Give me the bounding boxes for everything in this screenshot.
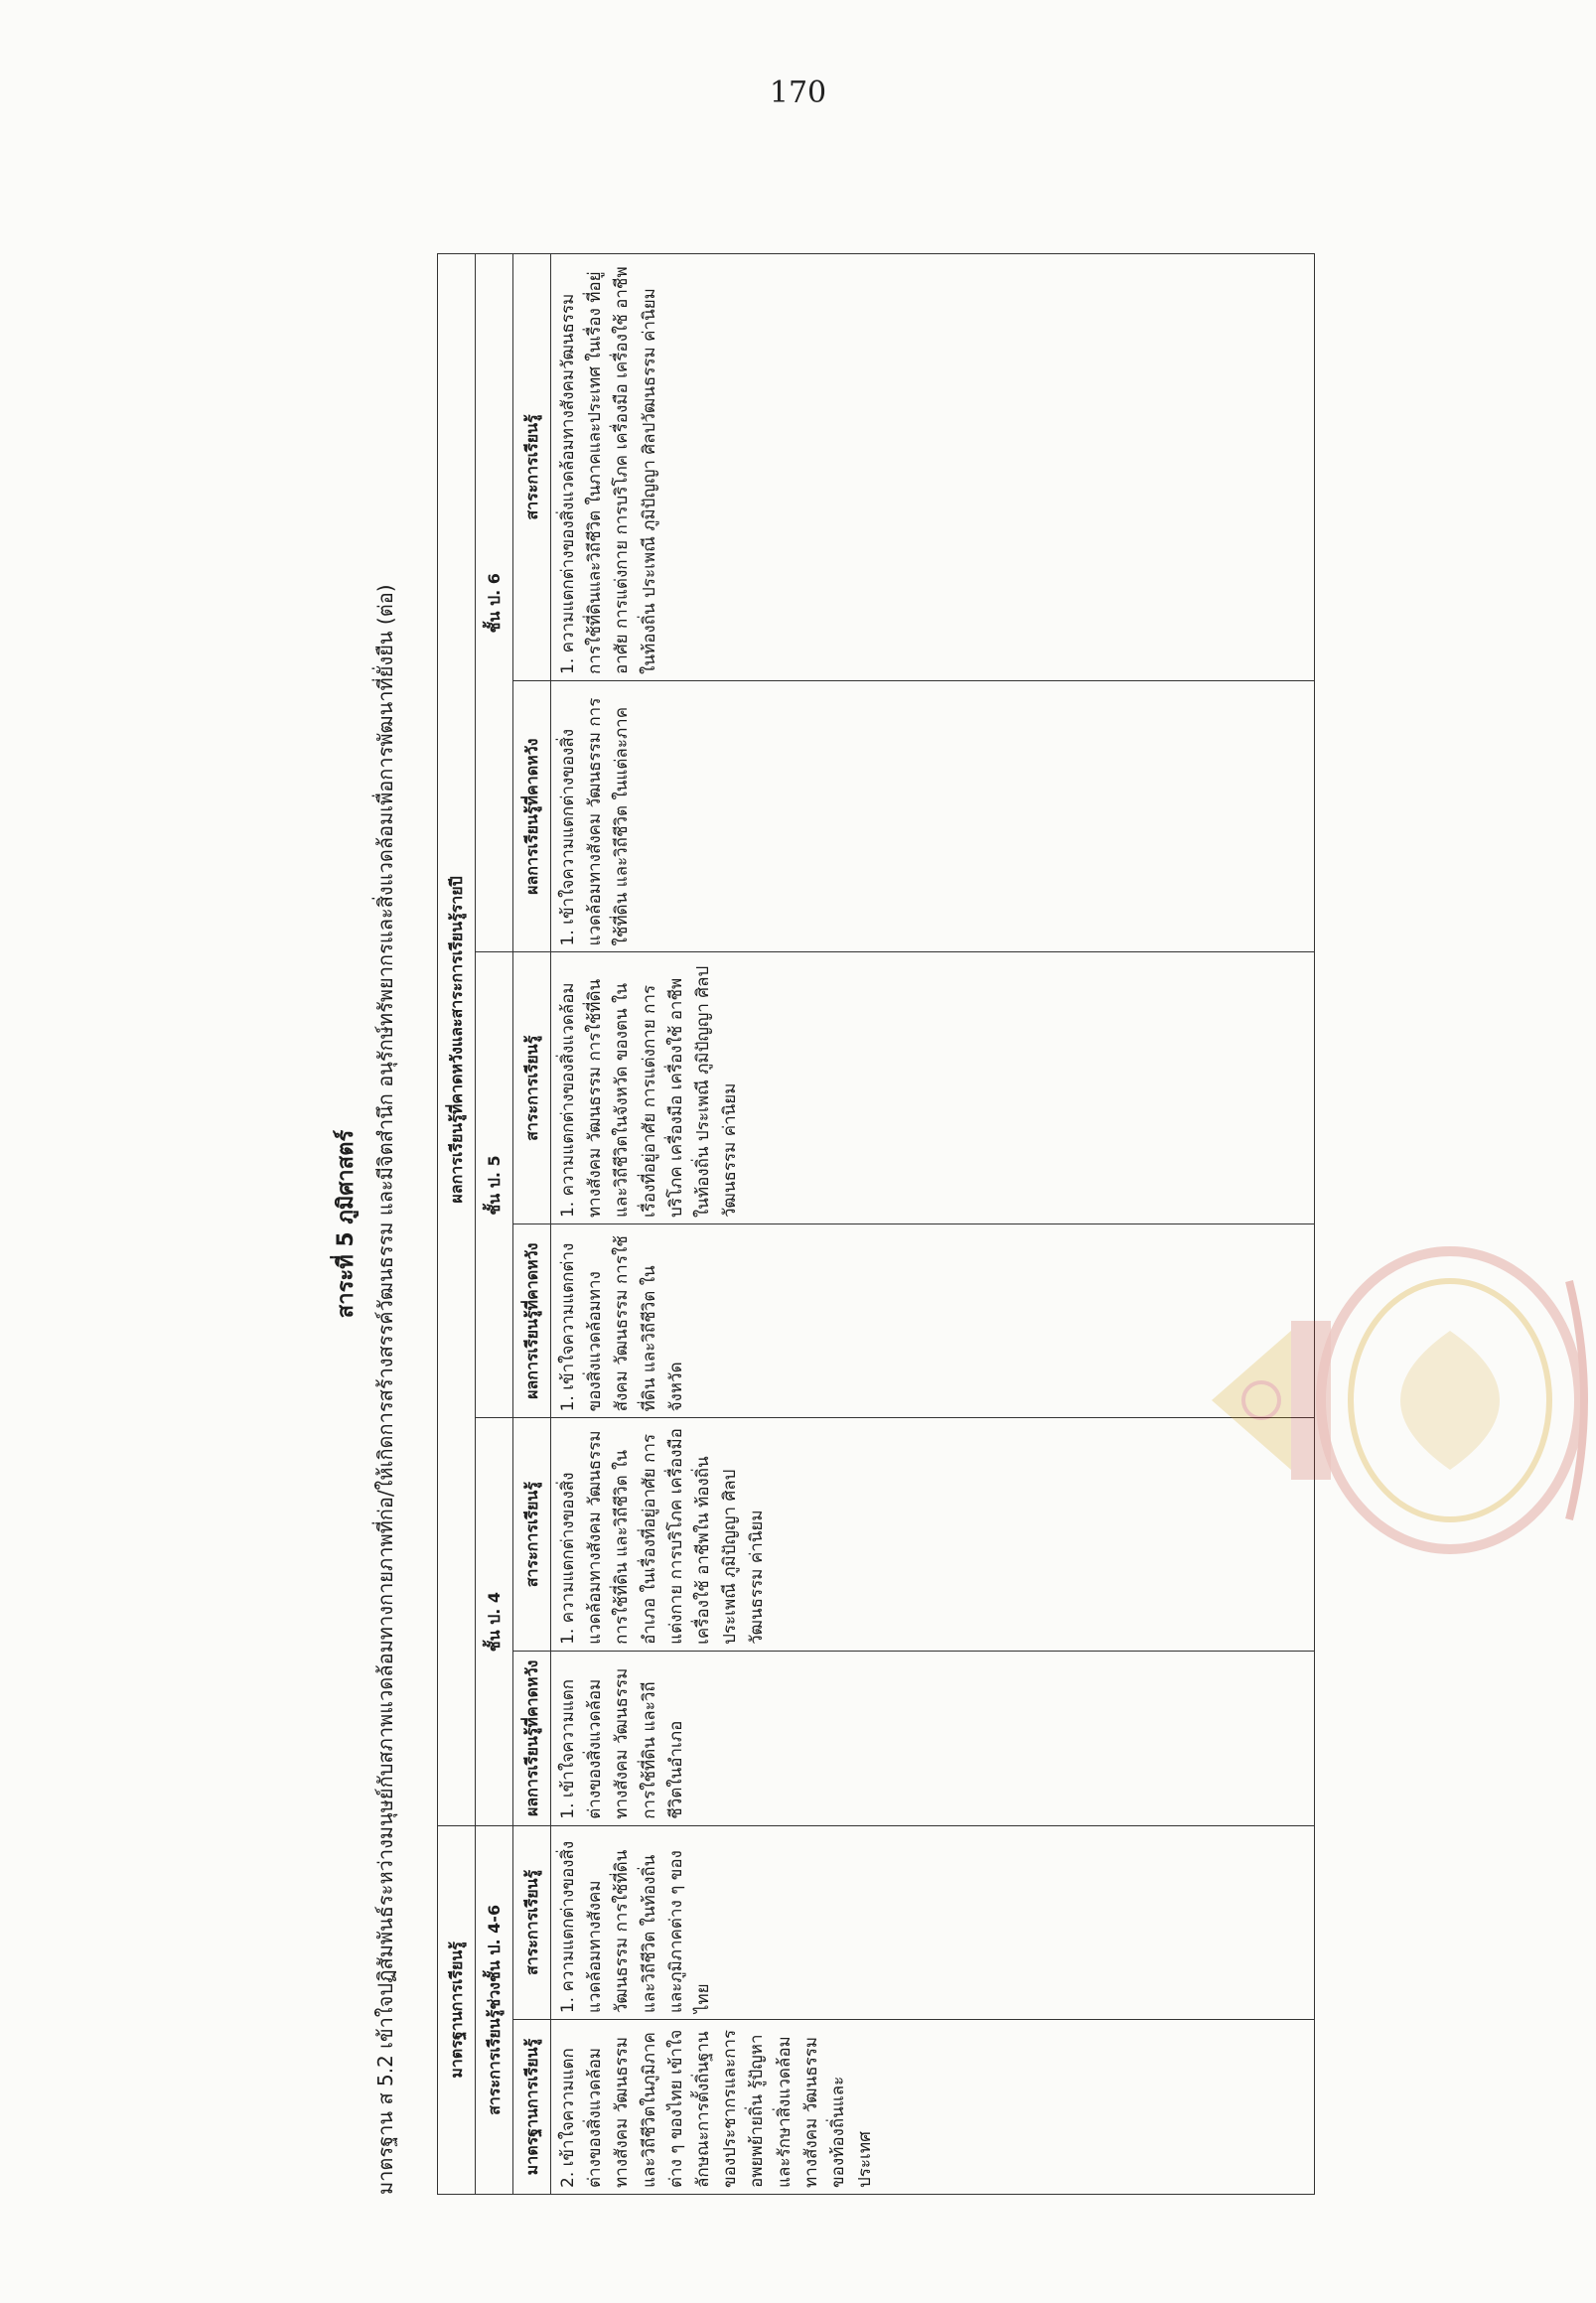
h-grade4: ชั้น ป. 4 [476, 1418, 513, 1825]
curriculum-table [437, 253, 1315, 2195]
cell-range-content: 1. ความแตกต่างของสิ่งแวดล้อมทางสังคม วัฒนธรรม การใช้ที่ดิน และวิถีชีวิต ในท้องถิ่นและภูมิภาคต่าง ๆ ของไทย [551, 1825, 1315, 2019]
h-content-range: สาระการเรียนรู้ [513, 1825, 551, 2019]
h-learning-std: มาตรฐานการเรียนรู้ [513, 2020, 551, 2195]
header-row-3 [513, 254, 551, 2195]
header-row-1 [438, 254, 476, 2195]
cell-g6-content: 1. ความแตกต่างของสิ่งแวดล้อมทางสังคมวัฒนธรรม การใช้ที่ดินและวิถีชีวิต ในภาคและประเทศ ในเรื่อง ที่อยู่อาศัย การแต่งกาย การบริโภค เครื่องมือ เครื่องใช้ อาชีพในท้องถิ่น ประเพณี ภูมิปัญญา ศิลปวัฒนธรรม ค่านิยม [551, 254, 1315, 681]
h-expected-g5: ผลการเรียนรู้ที่คาดหวัง [513, 1224, 551, 1418]
h-standard-range: สาระการเรียนรู้ช่วงชั้น ป. 4-6 [476, 1825, 513, 2194]
h-grade6: ชั้น ป. 6 [476, 254, 513, 952]
rotated-content [328, 253, 1500, 2195]
strand-title: สาระที่ 5 ภูมิศาสตร์ [334, 1129, 359, 1319]
standard-statement: มาตรฐาน ส 5.2 เข้าใจปฏิสัมพันธ์ระหว่างมนุษย์กับสภาพแวดล้อมทางกายภาพที่ก่อ/ให้เกิดการสร้างสรรค์วัฒนธรรม และมีจิตสำนึก อนุรักษ์ทรัพยากรและสิ่งแวดล้อมเพื่อการพัฒนาที่ยั่งยืน (ต่อ) [373, 584, 397, 2195]
h-expected-g6: ผลการเรียนรู้ที่คาดหวัง [513, 680, 551, 952]
h-standard-group: มาตรฐานการเรียนรู้ [438, 1825, 476, 2194]
h-outcomes-group: ผลการเรียนรู้ที่คาดหวังและสาระการเรียนรู้รายปี [438, 254, 476, 1826]
header-block [328, 253, 427, 2195]
h-expected-g4: ผลการเรียนรู้ที่คาดหวัง [513, 1651, 551, 1825]
page-number: 170 [769, 75, 827, 110]
cell-g6-expected: 1. เข้าใจความแตกต่างของสิ่งแวดล้อมทางสังคม วัฒนธรรม การใช้ที่ดิน และวิถีชีวิต ในแต่ละภาค [551, 680, 1315, 952]
h-content-g5: สาระการเรียนรู้ [513, 952, 551, 1224]
cell-g4-expected: 1. เข้าใจความแตกต่างของสิ่งแวดล้อมทางสังคม วัฒนธรรม การใช้ที่ดิน และวิถีชีวิตในอำเภอ [551, 1651, 1315, 1825]
h-content-g6: สาระการเรียนรู้ [513, 254, 551, 681]
table-row [551, 254, 1315, 2195]
cell-standard: 2. เข้าใจความแตกต่างของสิ่งแวดล้อมทางสังคม วัฒนธรรม และวิถีชีวิตในภูมิภาคต่าง ๆ ของไทย เข้าใจลักษณะการตั้งถิ่นฐานของประชากรและการอพยพย้ายถิ่น รู้ปัญหาและรักษาสิ่งแวดล้อมทางสังคม วัฒนธรรมของท้องถิ่นและประเทศ [551, 2020, 1315, 2195]
cell-g4-content: 1. ความแตกต่างของสิ่งแวดล้อมทางสังคม วัฒนธรรม การใช้ที่ดิน และวิถีชีวิต ในอำเภอ ในเรื่องที่อยู่อาศัย การแต่งกาย การบริโภค เครื่องมือ เครื่องใช้ อาชีพใน ท้องถิ่น ประเพณี ภูมิปัญญา ศิลปวัฒนธรรม ค่านิยม [551, 1418, 1315, 1651]
cell-g5-expected: 1. เข้าใจความแตกต่างของสิ่งแวดล้อมทางสังคม วัฒนธรรม การใช้ที่ดิน และวิถีชีวิต ในจังหวัด [551, 1224, 1315, 1418]
header-row-2 [476, 254, 513, 2195]
h-grade5: ชั้น ป. 5 [476, 952, 513, 1418]
cell-g5-content: 1. ความแตกต่างของสิ่งแวดล้อมทางสังคม วัฒนธรรม การใช้ที่ดิน และวิถีชีวิตในจังหวัด ของตน ในเรื่องที่อยู่อาศัย การแต่งกาย การบริโภค เครื่องมือ เครื่องใช้ อาชีพ ในท้องถิ่น ประเพณี ภูมิปัญญา ศิลปวัฒนธรรม ค่านิยม [551, 952, 1315, 1224]
h-content-g4: สาระการเรียนรู้ [513, 1418, 551, 1651]
